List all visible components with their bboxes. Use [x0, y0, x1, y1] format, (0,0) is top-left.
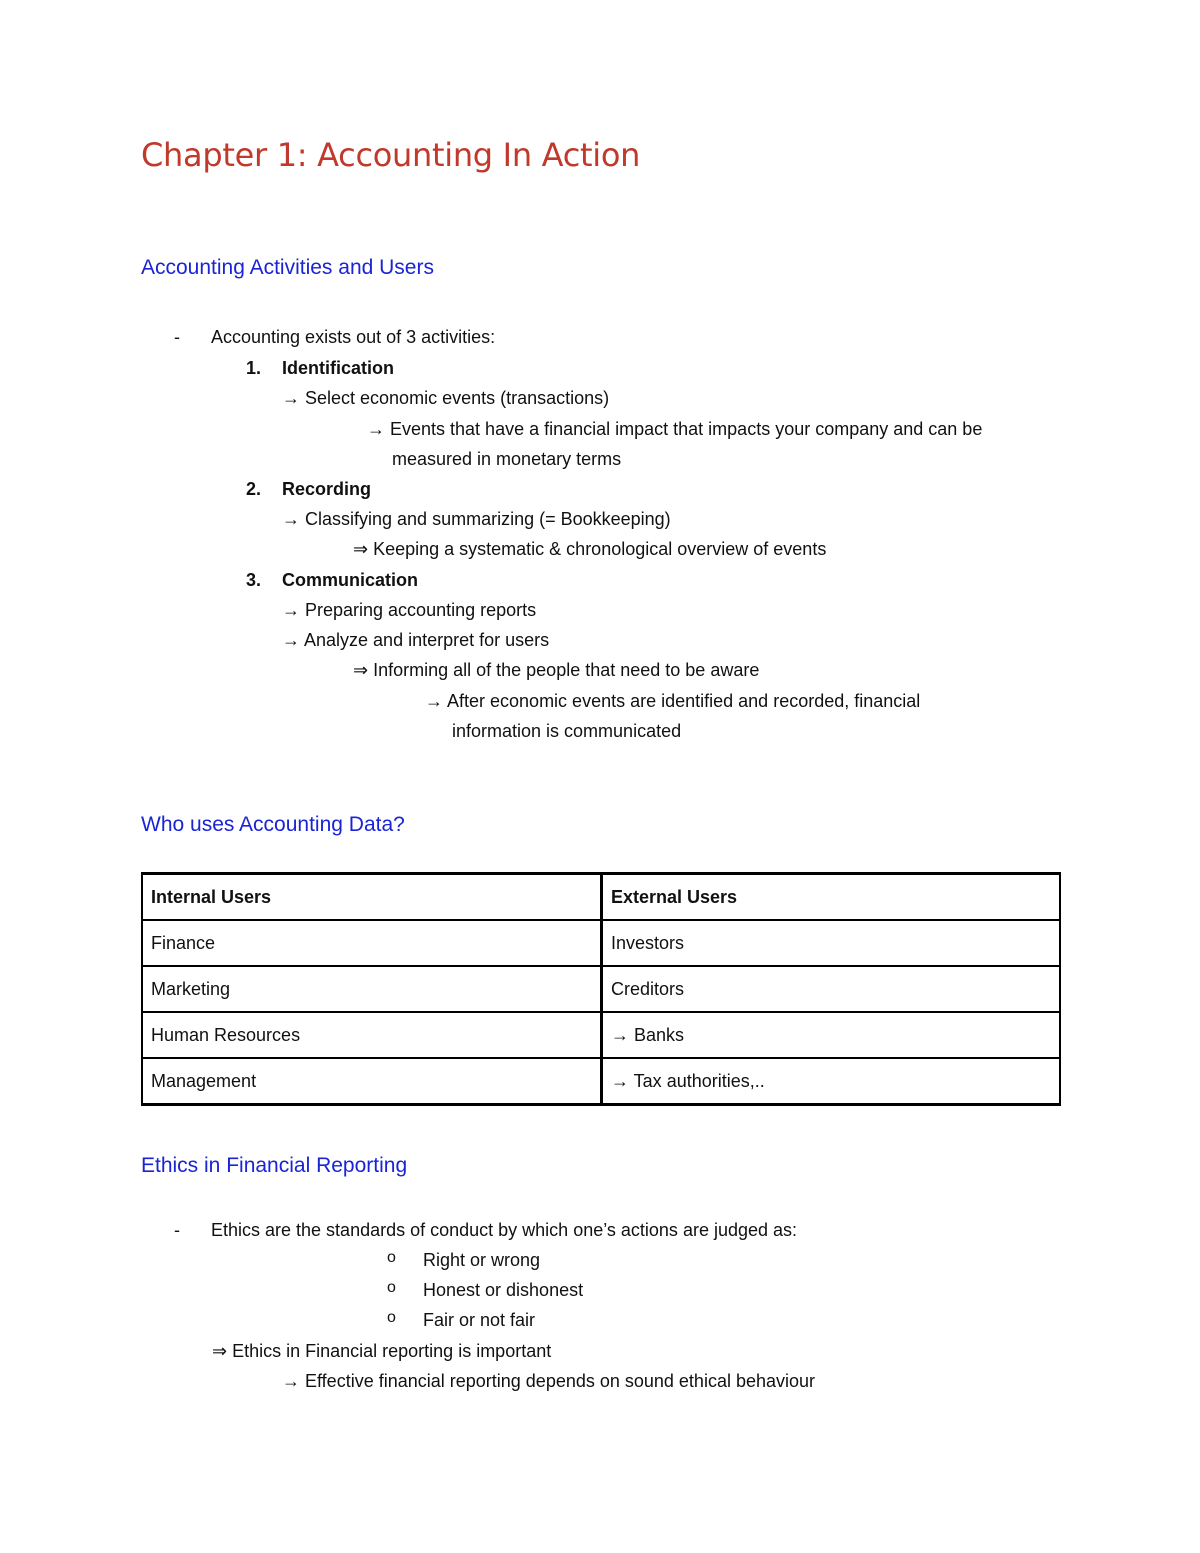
- ethics-conclusion: ⇒ Ethics in Financial reporting is important: [212, 1341, 552, 1361]
- list-item: → Preparing accounting reports: [282, 600, 537, 620]
- section-heading-activities: Accounting Activities and Users: [141, 256, 434, 279]
- list-item: ⇒ Keeping a systematic & chronological overview of events: [353, 539, 827, 559]
- table-row: [142, 966, 1060, 1012]
- table-cell: → Banks: [602, 1012, 1061, 1058]
- table-cell: Creditors: [602, 966, 1061, 1012]
- list-item: → Events that have a financial impact that impacts your company and can be: [367, 419, 983, 439]
- list-number: 1.: [246, 358, 262, 378]
- bullet-dash: -: [174, 327, 180, 347]
- table-row: [142, 1058, 1060, 1105]
- table-row: [142, 920, 1060, 966]
- list-item: → Select economic events (transactions): [282, 388, 610, 408]
- list-number: 2.: [246, 479, 262, 499]
- list-item: Fair or not fair: [423, 1310, 536, 1330]
- table-cell: Investors: [602, 920, 1061, 966]
- table-header-row: [142, 874, 1060, 921]
- bullet-circle: o: [387, 1309, 396, 1326]
- list-item: → Classifying and summarizing (= Bookkeeping): [282, 509, 671, 529]
- table-row: [142, 1012, 1060, 1058]
- list-item: Right or wrong: [423, 1250, 541, 1270]
- list-item: information is communicated: [452, 721, 682, 741]
- section-heading-ethics: Ethics in Financial Reporting: [141, 1154, 408, 1177]
- list-item: measured in monetary terms: [392, 449, 622, 469]
- ethics-conclusion-detail: → Effective financial reporting depends on sound ethical behaviour: [282, 1371, 816, 1391]
- activities-intro: Accounting exists out of 3 activities:: [211, 327, 496, 347]
- table-header-external: External Users: [602, 874, 1061, 921]
- bullet-dash: -: [174, 1220, 180, 1240]
- list-item: ⇒ Informing all of the people that need to be aware: [353, 660, 760, 680]
- table-cell: Management: [142, 1058, 602, 1105]
- table-cell: Marketing: [142, 966, 602, 1012]
- activity-label-communication: Communication: [282, 570, 419, 590]
- list-item: → Analyze and interpret for users: [282, 630, 550, 650]
- users-table: [141, 872, 1061, 1106]
- table-cell: Human Resources: [142, 1012, 602, 1058]
- bullet-circle: o: [387, 1249, 396, 1266]
- list-item: → After economic events are identified and recorded, financial: [425, 691, 921, 711]
- list-number: 3.: [246, 570, 262, 590]
- section-heading-users: Who uses Accounting Data?: [141, 813, 405, 836]
- activity-label-identification: Identification: [282, 358, 394, 378]
- table-cell: → Tax authorities,..: [602, 1058, 1061, 1105]
- activity-label-recording: Recording: [282, 479, 372, 499]
- page-title: Chapter 1: Accounting In Action: [141, 136, 641, 174]
- table-header-internal: Internal Users: [142, 874, 602, 921]
- ethics-intro: Ethics are the standards of conduct by which one’s actions are judged as:: [211, 1220, 798, 1240]
- bullet-circle: o: [387, 1279, 396, 1296]
- table-cell: Finance: [142, 920, 602, 966]
- list-item: Honest or dishonest: [423, 1280, 584, 1300]
